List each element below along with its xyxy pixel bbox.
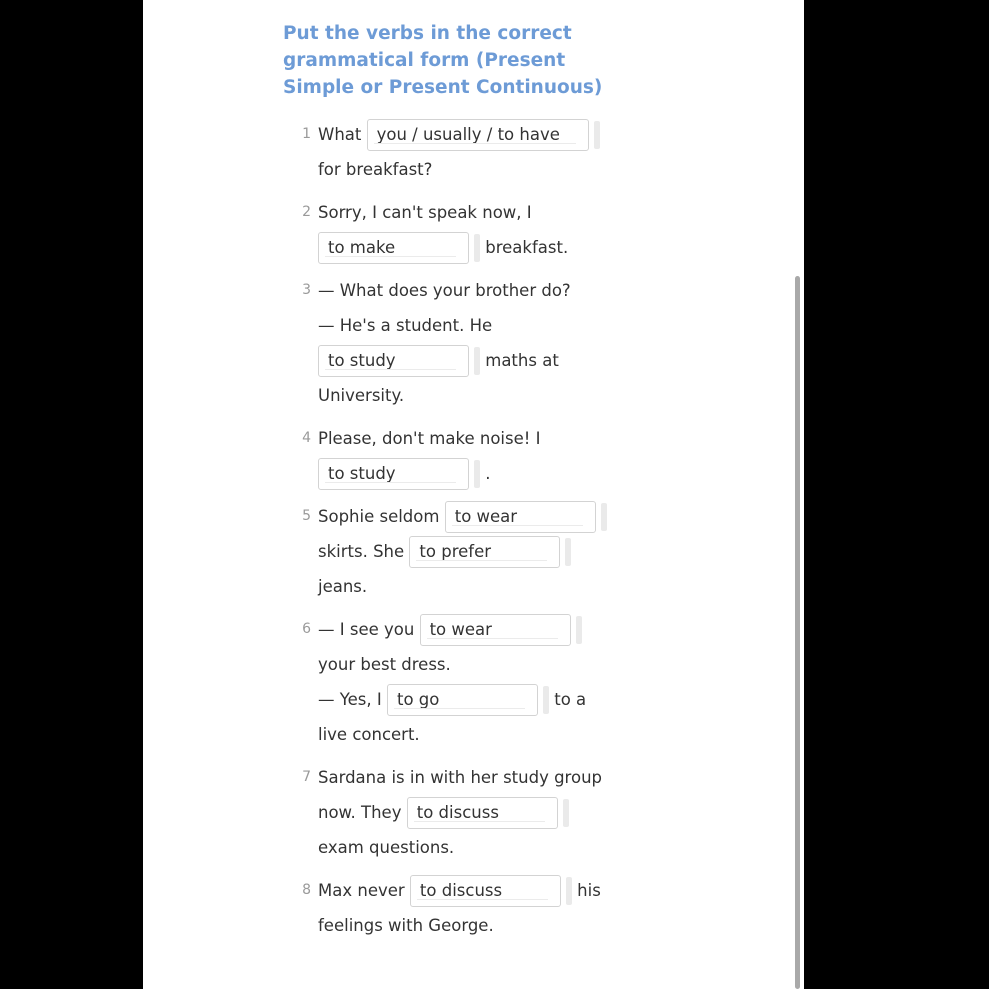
- answer-field[interactable]: to wear: [445, 501, 596, 533]
- item-text: — I see you: [318, 620, 415, 639]
- scrollbar[interactable]: [795, 276, 800, 989]
- exercise-item-3: [283, 273, 623, 413]
- answer-field[interactable]: to make: [318, 232, 469, 264]
- item-text: — He's a student. He: [318, 316, 493, 335]
- item-text: jeans.: [318, 577, 368, 596]
- drag-handle[interactable]: [565, 538, 571, 566]
- answer-field[interactable]: to study: [318, 345, 469, 377]
- answer-field[interactable]: to discuss: [407, 797, 558, 829]
- exercise-list: [283, 117, 623, 943]
- drag-handle[interactable]: [566, 877, 572, 905]
- item-number: 4: [302, 430, 311, 446]
- item-text: skirts. She: [318, 542, 405, 561]
- answer-field[interactable]: to go: [387, 684, 538, 716]
- exercise-item-1: [283, 117, 623, 187]
- exercise-title: Put the verbs in the correct grammatical form (Present Simple or Present Continuous): [283, 23, 603, 98]
- drag-handle[interactable]: [474, 234, 480, 262]
- item-text: Sardana is in with her study group: [318, 768, 603, 787]
- item-text: for breakfast?: [318, 160, 433, 179]
- item-text: maths at: [485, 351, 559, 370]
- exercise-item-6: [283, 612, 623, 752]
- item-text: University.: [318, 386, 405, 405]
- item-text: breakfast.: [485, 238, 569, 257]
- item-text: .: [485, 464, 491, 483]
- item-text: Sophie seldom: [318, 507, 440, 526]
- drag-handle[interactable]: [594, 121, 600, 149]
- drag-handle[interactable]: [474, 460, 480, 488]
- item-text: exam questions.: [318, 838, 455, 857]
- exercise-item-4: [283, 421, 623, 491]
- item-text: feelings with George.: [318, 916, 494, 935]
- item-text: live concert.: [318, 725, 420, 744]
- answer-field[interactable]: to wear: [420, 614, 571, 646]
- exercise-item-2: [283, 195, 623, 265]
- item-text: your best dress.: [318, 655, 451, 674]
- drag-handle[interactable]: [543, 686, 549, 714]
- exercise-item-8: [283, 873, 623, 943]
- exercise-item-7: [283, 760, 623, 865]
- item-text: Please, don't make noise! I: [318, 429, 541, 448]
- item-number: 8: [302, 882, 311, 898]
- item-text: — Yes, I: [318, 690, 382, 709]
- drag-handle[interactable]: [601, 503, 607, 531]
- drag-handle[interactable]: [563, 799, 569, 827]
- item-text: to a: [554, 690, 587, 709]
- item-text: now. They: [318, 803, 402, 822]
- item-text: — What does your brother do?: [318, 281, 571, 300]
- item-text: his: [577, 881, 601, 900]
- answer-field[interactable]: to study: [318, 458, 469, 490]
- answer-field[interactable]: to prefer: [409, 536, 560, 568]
- item-text: Sorry, I can't speak now, I: [318, 203, 532, 222]
- item-number: 7: [302, 769, 311, 785]
- item-number: 6: [302, 621, 311, 637]
- answer-field[interactable]: you / usually / to have: [367, 119, 589, 151]
- item-text: Max never: [318, 881, 405, 900]
- drag-handle[interactable]: [576, 616, 582, 644]
- drag-handle[interactable]: [474, 347, 480, 375]
- item-number: 2: [302, 204, 311, 220]
- answer-field[interactable]: to discuss: [410, 875, 561, 907]
- item-number: 1: [302, 126, 311, 142]
- exercise-content: [283, 20, 623, 951]
- exercise-item-5: [283, 499, 623, 604]
- exercise-page: [143, 0, 804, 989]
- item-number: 5: [302, 508, 311, 524]
- item-text: What: [318, 125, 362, 144]
- item-number: 3: [302, 282, 311, 298]
